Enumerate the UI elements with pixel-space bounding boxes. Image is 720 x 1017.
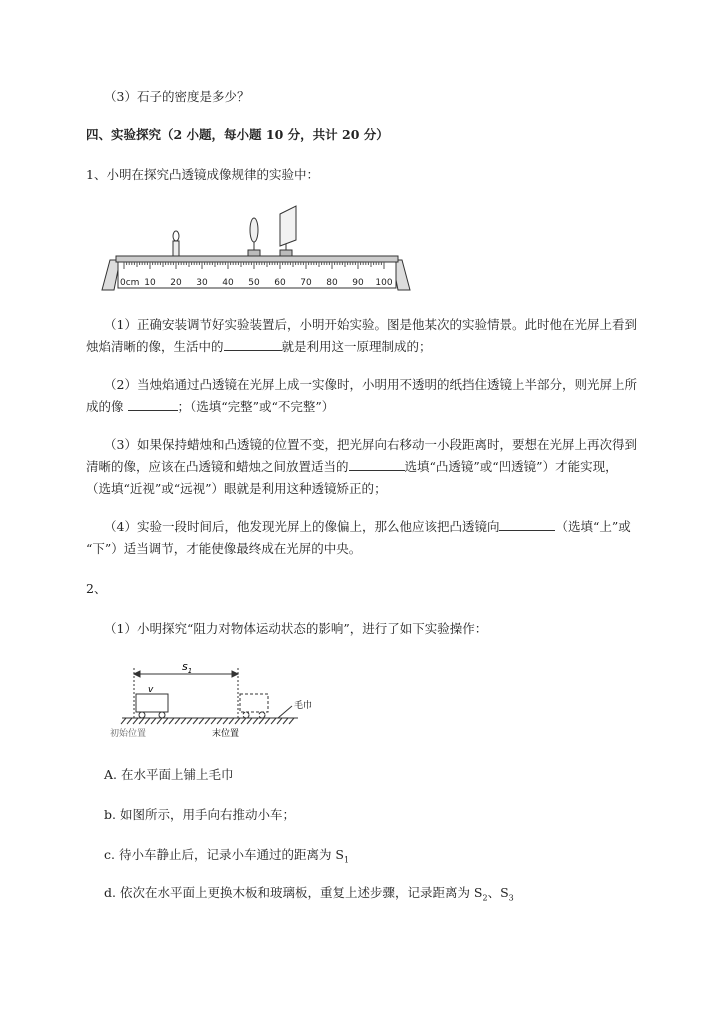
ground-hatch [145, 718, 150, 724]
ground-hatch [181, 718, 186, 724]
ground-hatch [241, 718, 246, 724]
section-title: 四、实验探究（2 小题，每小题 10 分，共计 20 分） [86, 127, 389, 142]
step-c-sub: 1 [344, 855, 350, 865]
ruler-tick-label: 10 [144, 278, 156, 288]
exp1-p1a: （1）正确安装调节好实验装置后，小明开始实验。图是他某次的实验情景。此时他在光屏上看到 [104, 317, 637, 332]
exp1-p3a: （3）如果保持蜡烛和凸透镜的位置不变，把光屏向右移动一小段距离时，要想在光屏上再次得到 [104, 437, 637, 452]
exp1-p3b [86, 458, 618, 476]
exp1-intro: 1、小明在探究凸透镜成像规律的实验中： [86, 167, 319, 182]
exp1-p1b [86, 338, 432, 356]
ruler-tick-label: 70 [300, 278, 312, 288]
ground-hatch [169, 718, 174, 724]
ground-hatch [163, 718, 168, 724]
ground-hatch [127, 718, 132, 724]
ground-hatch [289, 718, 294, 724]
light-screen [280, 206, 296, 256]
ruler-tick-label: 40 [222, 278, 234, 288]
optical-bench-figure [100, 200, 412, 292]
ground-hatch [235, 718, 240, 724]
exp1-p2a: （2）当烛焰通过凸透镜在光屏上成一实像时，小明用不透明的纸挡住透镜上半部分，则光屏上所 [104, 377, 637, 392]
step-c [104, 846, 349, 870]
ruler-tick-label: 100 [375, 278, 393, 288]
p2b-post: ；（选填“完整”或“不完整”） [177, 399, 335, 414]
p2b-pre: 成的像 [86, 399, 124, 414]
cart-figure [108, 660, 338, 740]
p3b-post: 选填“凸透镜”或“凹透镜”）才能实现， [404, 459, 618, 474]
ruler-tick-label: 20 [170, 278, 182, 288]
bench-rail [116, 256, 398, 262]
ground-hatch [157, 718, 162, 724]
start-position-label: 初始位置 [110, 729, 147, 739]
blank-3[interactable] [349, 458, 405, 471]
ruler-tick-label: 60 [274, 278, 286, 288]
ground-hatch [277, 718, 282, 724]
ground-hatch [271, 718, 276, 724]
step-d-text: d. 依次在水平面上更换木板和玻璃板，重复上述步骤，记录距离为 S [104, 885, 483, 900]
exp1-p2b [86, 398, 334, 416]
exp2-p1: （1）小明探究“阻力对物体运动状态的影响”，进行了如下实验操作： [104, 621, 488, 636]
ground-hatch [121, 718, 126, 724]
blank-4[interactable] [499, 518, 555, 531]
ground-hatch [133, 718, 138, 724]
p1b-pre: 烛焰清晰的像，生活中的 [86, 339, 224, 354]
exp1-p3c: （选填“近视”或“远视”）眼就是利用这种透镜矫正的； [86, 481, 387, 496]
ground-hatch [205, 718, 210, 724]
p4a-post: （选填“上”或 [555, 519, 631, 534]
bench-leg-left [102, 260, 120, 290]
ground-hatch [259, 718, 264, 724]
p1b-post: 就是利用这一原理制成的； [281, 339, 432, 354]
convex-lens [248, 218, 260, 256]
ground-hatch [199, 718, 204, 724]
step-d [104, 884, 514, 908]
step-d-sub1: 2 [482, 893, 488, 903]
end-position-label: 末位置 [212, 729, 240, 739]
p4a-pre: （4）实验一段时间后，他发现光屏上的像偏上，那么他应该把凸透镜向 [104, 519, 500, 534]
question-3: （3）石子的密度是多少？ [104, 89, 250, 104]
exp2-number: 2、 [86, 581, 107, 596]
ground-hatch [229, 718, 234, 724]
s1-label: $s_1$ [182, 660, 193, 675]
ruler-tick-label: 30 [196, 278, 208, 288]
cart-end [240, 694, 268, 718]
ground-hatch [187, 718, 192, 724]
ground-hatch [247, 718, 252, 724]
p3b-pre: 清晰的像，应该在凸透镜和蜡烛之间放置适当的 [86, 459, 349, 474]
step-b: b. 如图所示，用手向右推动小车； [104, 807, 295, 822]
ground-hatch [217, 718, 222, 724]
ruler-tick-label: 50 [248, 278, 260, 288]
v-label: v [148, 685, 154, 695]
step-d-sep: 、S [487, 885, 509, 900]
ground-hatch [193, 718, 198, 724]
ruler-tick-label: 80 [326, 278, 338, 288]
exp1-p4b: “下”）适当调节，才能使像最终成在光屏的中央。 [86, 541, 362, 556]
exp1-p4a [104, 518, 631, 536]
step-a: A. 在水平面上铺上毛巾 [104, 767, 234, 782]
ruler-tick-label: 90 [352, 278, 364, 288]
ground-hatch [151, 718, 156, 724]
step-c-text: c. 待小车静止后，记录小车通过的距离为 S [104, 847, 344, 862]
ground-hatch [283, 718, 288, 724]
towel-label: 毛巾 [294, 701, 313, 711]
step-d-sub2: 3 [508, 893, 514, 903]
blank-2[interactable] [128, 398, 178, 411]
ground-hatch [139, 718, 144, 724]
ground-hatch [223, 718, 228, 724]
candle [173, 231, 179, 256]
ground-hatch [175, 718, 180, 724]
blank-1[interactable] [224, 338, 282, 351]
ground-hatch [211, 718, 216, 724]
ground-hatch [265, 718, 270, 724]
ground-hatch [253, 718, 258, 724]
ruler-tick-label: 0cm [120, 278, 140, 288]
cart-start [136, 694, 168, 718]
